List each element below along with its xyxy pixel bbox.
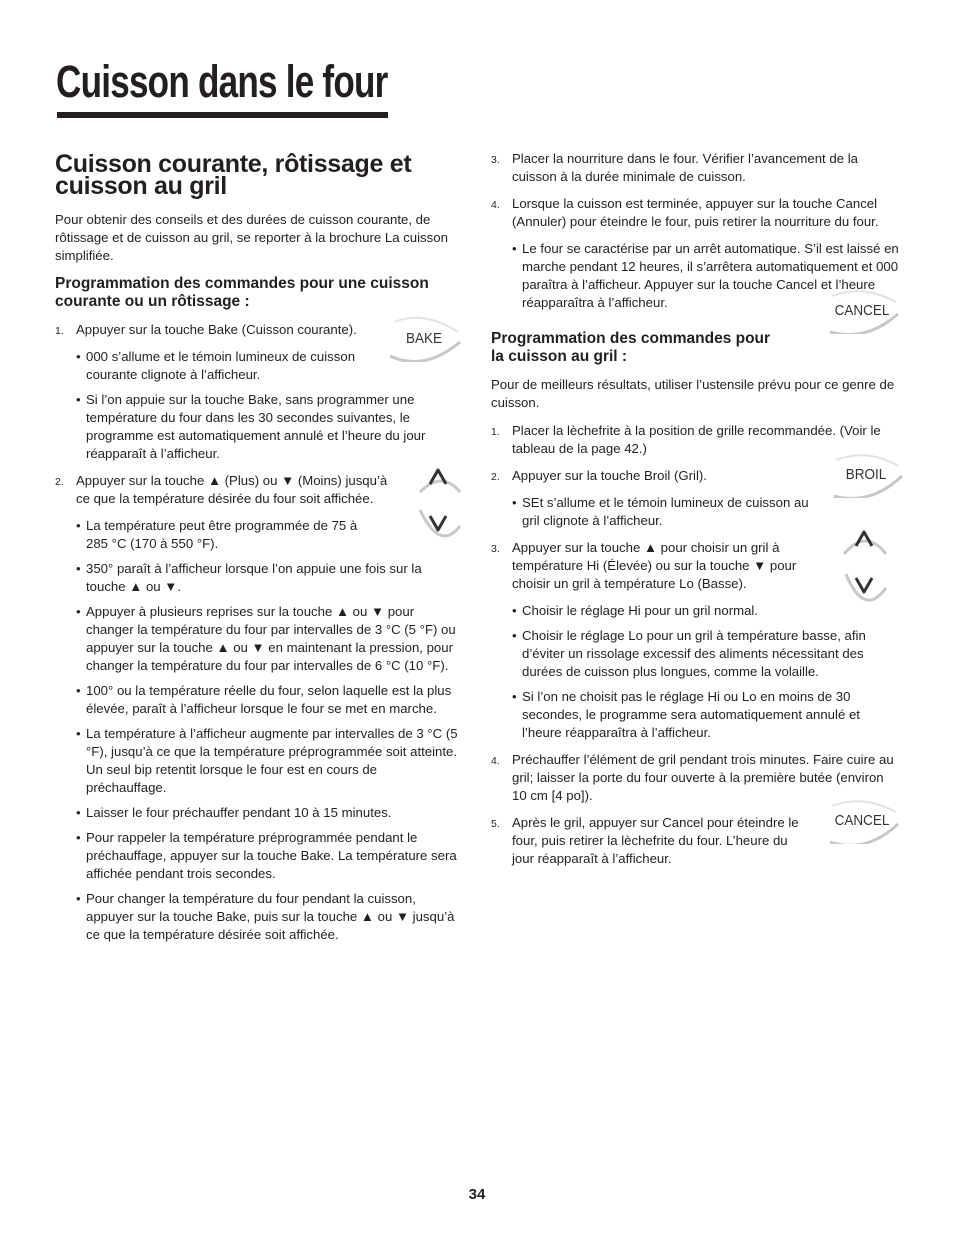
broil-key-label: BROIL [845,466,887,483]
bake-steps [55,321,460,944]
step-bullets [76,517,460,944]
bullet-item: • Pour changer la température du four pendant la cuisson, appuyer sur la touche Bake, puis sur la touche ▲ ou ▼ jusqu’à ce que la température désirée soit affichée. [76,890,460,944]
bullet-item: • Si l’on ne choisit pas le réglage Hi ou Lo en moins de 30 secondes, le programme sera automatiquement annulé et l’heure réapparaîtra à l’afficheur. [512,688,899,742]
step-text: Appuyer sur la touche ▲ pour choisir un gril à température Hi (Élevée) ou sur la touche ▼ pour choisir un gril à température Lo (Basse). [512,540,797,591]
bullet-item: • Pour rappeler la température préprogrammée pendant le préchauffage, appuyer sur la touche Bake. La température sera affichée pendant trois secondes. [76,829,460,883]
step-bullets [512,602,899,742]
up-arrow-key-icon [840,514,888,558]
step-number: 2. [55,476,64,488]
intro-paragraph: Pour obtenir des conseils et des durées de cuisson courante, de rôtissage et de cuisson au gril, se reporter à la brochure La cuisson simplifiée. [55,212,448,263]
step-number: 1. [55,325,64,337]
step-number: 2. [491,471,500,483]
section-heading: Cuisson courante, rôtissage et cuisson au gril [55,150,412,200]
step-number: 4. [491,199,500,211]
up-arrow-key-icon [414,452,462,496]
title-rule [57,112,388,118]
cancel-key-icon [822,288,902,334]
step-text: Après le gril, appuyer sur Cancel pour éteindre le four, puis retirer la lèchefrite du four. L’heure du jour réapparaît à l’afficheur. [512,815,799,866]
step-number: 3. [491,154,500,166]
broil-key-icon [826,452,906,498]
bullet-item: • Choisir le réglage Lo pour un gril à température basse, afin d’éviter un rissolage excessif des aliments nécessitant des durées de cuisson plus longues, comme la volaille. [512,627,899,681]
bake-step-3 [491,150,899,186]
step-text: Lorsque la cuisson est terminée, appuyer sur la touche Cancel (Annuler) pour éteindre le four, puis retirer la nourriture du four. [512,196,879,229]
bake-step-2 [55,472,460,944]
cancel-key-label: CANCEL [834,812,890,829]
bake-subheading: Programmation des commandes pour une cuisson courante ou un rôtissage : [55,275,429,310]
step-text: Placer la lèchefrite à la position de grille recommandée. (Voir le tableau de la page 42.) [512,423,881,456]
bullet-item: • Appuyer à plusieurs reprises sur la touche ▲ ou ▼ pour changer la température du four par intervalles de 3 °C (5 °F) ou appuyer sur la touche ▲ ou ▼ en maintenant la pression, pour changer la température du four par intervalles de 6 °C (10 °F). [76,603,460,675]
page-title: Cuisson dans le four [56,56,388,107]
down-arrow-key-icon [414,504,462,548]
bullet-item: • Si l’on appuie sur la touche Bake, sans programmer une température du four dans les 30 secondes suivantes, le programme est automatiquement annulé et l’heure du jour réapparaît à l’afficheur. [76,391,460,463]
step-number: 1. [491,426,500,438]
step-text: Appuyer sur la touche ▲ (Plus) ou ▼ (Moins) jusqu’à ce que la température désirée du four soit affichée. [76,473,388,506]
right-column [491,150,899,877]
bullet-item: • 000 s’allume et le témoin lumineux de cuisson courante clignote à l’afficheur. [76,348,460,384]
cancel-key-icon [822,798,902,844]
down-arrow-key-icon [840,568,888,612]
cancel-key-label: CANCEL [834,302,890,319]
step-number: 3. [491,543,500,555]
bake-key-icon [384,316,464,362]
step-number: 5. [491,818,500,830]
bullet-item: • La température à l’afficheur augmente par intervalles de 3 °C (5 °F), jusqu’à ce que la température préprogrammée soit atteinte. Un seul bip retentit lorsque le four est en cours de préchauffage. [76,725,460,797]
left-column [55,150,460,953]
bullet-item: • La température peut être programmée de 75 à 285 °C (170 à 550 °F). [76,517,460,553]
bullet-item: • Le four se caractérise par un arrêt automatique. S’il est laissé en marche pendant 12 heures, il s’arrêtera automatiquement et 000 paraîtra à l’afficheur. Appuyer sur la touche Cancel et l’heure réapparaîtra à l’afficheur. [512,240,899,312]
broil-step-3 [491,539,899,742]
step-number: 4. [491,755,500,767]
step-text: Appuyer sur la touche Bake (Cuisson courante). [76,322,357,337]
bullet-item: • Choisir le réglage Hi pour un gril normal. [512,602,899,620]
step-bullets [76,348,460,463]
page-number: 34 [468,1186,486,1203]
broil-step-4 [491,751,899,805]
step-text: Placer la nourriture dans le four. Vérifier l’avancement de la cuisson à la durée minimale de cuisson. [512,151,858,184]
bullet-item: • SEt s’allume et le témoin lumineux de cuisson au gril clignote à l’afficheur. [512,494,899,530]
bake-key-label: BAKE [405,330,443,347]
broil-intro: Pour de meilleurs résultats, utiliser l’ustensile prévu pour ce genre de cuisson. [491,377,895,410]
step-text: Appuyer sur la touche Broil (Gril). [512,468,707,483]
bullet-item: • 350° paraît à l’afficheur lorsque l’on appuie une fois sur la touche ▲ ou ▼. [76,560,460,596]
bullet-item: • Laisser le four préchauffer pendant 10 à 15 minutes. [76,804,460,822]
step-text: Préchauffer l’élément de gril pendant trois minutes. Faire cuire au gril; laisser la porte du four ouverte à la première butée (environ 10 cm [4 po]). [512,752,894,803]
broil-subheading: Programmation des commandes pour la cuisson au gril : [491,330,771,365]
bullet-item: • 100° ou la température réelle du four, selon laquelle est la plus élevée, paraît à l’afficheur lorsque le four se met en marche. [76,682,460,718]
